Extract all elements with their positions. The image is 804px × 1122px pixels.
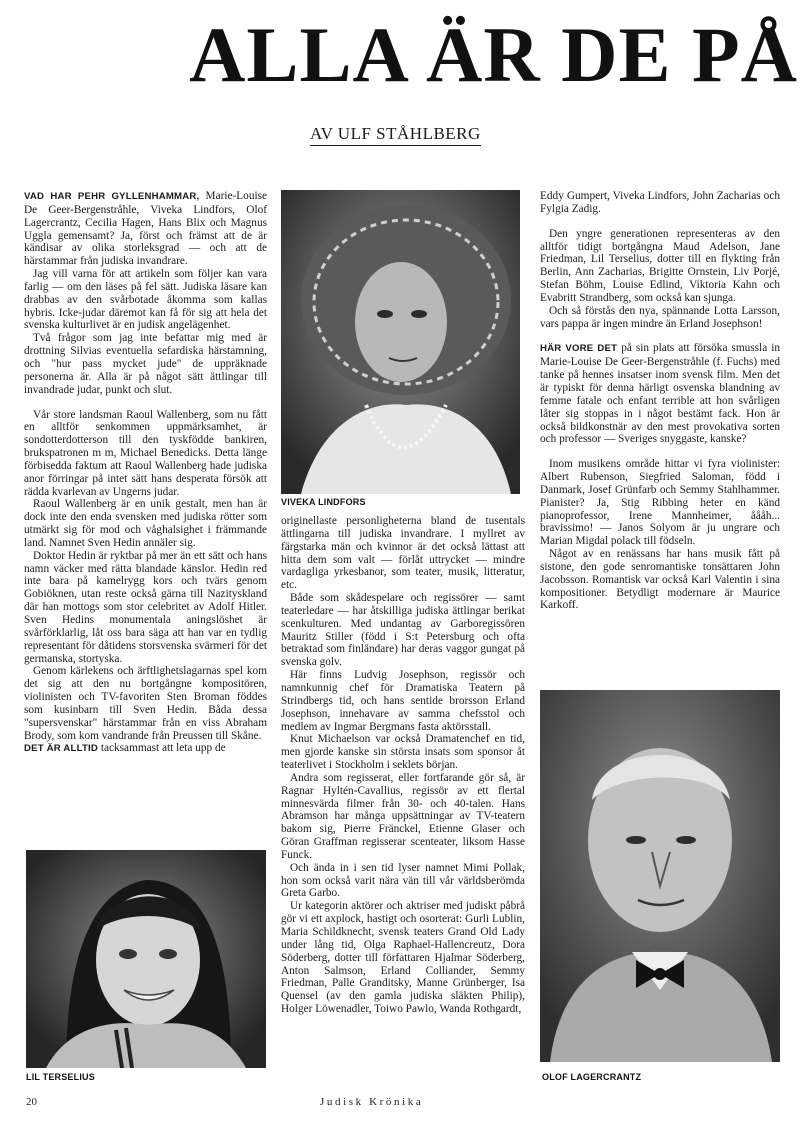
paragraph: Och så förstås den nya, spännande Lotta Larsson, vars pappa är ingen mindre än Erland Josephson!	[540, 304, 780, 330]
photo-viveka-lindfors	[281, 190, 520, 494]
paragraph: HÄR VORE DET på sin plats att försöka smussla in Marie-Louise De Geer-Bergenstråhle (f. Fuchs) med tanke på hennes insatser inom svensk film. Men det är typiskt för denna härligt osvenska blandning av femme fatale och enfant terrible att hon svårligen låter sig stoppas in i något bestämt fack. Hon är också bildkonstnär av den mest provokativa sorten och professor — Sveriges snyggaste, kanske?	[540, 342, 780, 446]
paragraph: Andra som regisserat, eller fortfarande gör så, är Ragnar Hyltén-Cavallius, regissör av ett flertal minnesvärda filmer från 30- och 40-talen. Hans Abramson har många uppsättningar av TV-teatern bakom sig, Pierre Fränckel, Etienne Glaser och Göran Graffman regisserar scenteater, liksom Hasse Funck.	[281, 771, 525, 861]
article-byline: AV ULF STÅHLBERG	[310, 124, 481, 146]
paragraph: Jag vill varna för att artikeln som följer kan vara farlig — om den läses på fel sätt. Judiska läsare kan drabbas av den svårbotade åkomma som kallas hybris. Icke-judar däremot kan få för sig att hela det svenska kulturlivet är en judisk angelägenhet.	[24, 268, 267, 332]
lead-in: DET ÄR ALLTID	[24, 743, 99, 755]
paragraph: Två frågor som jag inte befattar mig med är drottning Silvias eventuella sefardiska härstamning, och "hur pass mycket jude" de uppräknade personerna är. Alla är på något sätt ättlingar till invandrade judar, punkt och slut.	[24, 332, 267, 396]
lead-in: VAD HAR PEHR GYLLENHAMMAR,	[24, 191, 200, 202]
paragraph: Både som skådespelare och regissörer — samt teaterledare — har åtskilliga judiska ättlingar berikat scenkulturen. Med undantag av Garboregissören Mauritz Stiller (född i S:t Petersburg och ofta betraktad som finländare) har deras vaggor gungat på svenska golv.	[281, 592, 525, 669]
paragraph: Genom kärlekens och ärftlighetslagarnas spel kom det sig att den nu bortgångne kompositören, violinisten och TV-favoriten Sten Broman föddes som kusinbarn till Sven Hedin. Båda dessa "supersvenskar" härstammar från en viss Abraham Brody, som kom vandrande från Preussen till Skåne.	[24, 665, 267, 742]
text-column-3	[540, 190, 780, 680]
lead-in: HÄR VORE DET	[540, 343, 618, 355]
text-column-2	[281, 515, 525, 1090]
caption-lil-terselius: LIL TERSELIUS	[26, 1072, 95, 1082]
text-column-1	[24, 190, 267, 848]
paragraph: DET ÄR ALLTID tacksammast att leta upp de	[24, 742, 226, 755]
paragraph: originellaste personligheterna bland de tusentals ättlingarna till judiska invandrare. I myllret av färgstarka män och kvinnor är det också lättast att hitta dem som valt — förlåt uttrycket — mindre vardagliga yrkesbanor, som teater, musik, litteratur, etc.	[281, 515, 525, 592]
paragraph: Knut Michaelson var också Dramatenchef en tid, men gjorde kanske sin största insats som sponsor åt teaterlivet i Stockholm i seklets början.	[281, 733, 525, 772]
caption-olof-lagercrantz: OLOF LAGERCRANTZ	[542, 1072, 642, 1082]
paragraph: Här finns Ludvig Josephson, regissör och namnkunnig chef för Dramatiska Teatern på Strindbergs tid, och hans sentide brorsson Erland Josephson, innehavare av samma chefsstol och medlem av Ingmar Bergmans fasta aktörsstall.	[281, 669, 525, 733]
paragraph: Ur kategorin aktörer och aktriser med judiskt påbrå gör vi ett axplock, hastigt och osorterat: Gurli Lublin, Maria Schildknecht, svensk teaters Grand Old Lady under lång tid, Olga Raphael-Hallencreutz, Dora Söderberg, dotter till författaren Hjalmar Söderberg, Anton Salmson, Erland Colliander, Semmy Friedman, Palle Granditsky, Manne Grünberger, Isa Quensel (av den gamla judiska släkten Philip), Holger Löwenadler, Toiwo Pawlo, Wanda Rothgardt,	[281, 900, 525, 1016]
page-number: 20	[26, 1096, 37, 1108]
portrait-illustration	[26, 850, 266, 1068]
paragraph: VAD HAR PEHR GYLLENHAMMAR, Marie-Louise De Geer-Bergenstråhle, Viveka Lindfors, Olof Lagercrantz, Cecilia Hagen, Hans Blix och Magnus Uggla gemensamt? Ja, först och främst att de är kändisar av olika storleksgrad — och att de härstammar från judiska invandrare.	[24, 190, 267, 268]
paragraph: Inom musikens område hittar vi fyra violinister: Albert Rubenson, Siegfried Saloman, född i Danmark, Josef Grünfarb och Semmy Stahlhammer. Pianister? Ja, Stig Ribbing heter en känd pianoprofessor, Irene Mannheimer, åååh... bravissimo! — Janos Solyom är ju ungrare och Marian Migdal polack till födseln.	[540, 458, 780, 548]
photo-olof-lagercrantz	[540, 690, 780, 1062]
paragraph: Vår store landsman Raoul Wallenberg, som nu fått en alltför senkommen uppmärksamhet, är sondotterdotterson till den tyskfödde bankiren, brukspatronen m m, Michael Benedicks. Detta länge förbisedda faktum att Raoul Wallenberg hade judiska anor förringar på intet sätt hans desperata försök att rädda kvarlevan av Ungerns judar.	[24, 408, 267, 498]
paragraph: Och ända in i sen tid lyser namnet Mimi Pollak, hon som också varit nära vän till vår världsberömda Greta Garbo.	[281, 861, 525, 900]
article-headline: ALLA ÄR DE PÅ	[189, 11, 798, 98]
portrait-illustration	[540, 690, 780, 1062]
paragraph: Eddy Gumpert, Viveka Lindfors, John Zacharias och Fylgia Zadig.	[540, 190, 780, 215]
paragraph: Den yngre generationen representeras av den alltför tidigt bortgångna Maud Adelson, Jane Friedman, Lil Terselius, dotter till en flykting från Berlin, Ann Zacharias, Brigitte Ornstein, Liv Porjé, Stefan Böhm, Louise Edlind, Viktoria Kahn och Evabritt Strandberg, som också kan sjunga.	[540, 227, 780, 304]
paragraph: Doktor Hedin är ryktbar på mer än ett sätt och hans namn väcker med rätta blandade känslor. Hedin red inte bara på kamelrygg kors och tvärs genom Gobiöknen, utan reste också gärna till Nazityskland där han mottogs som stor celebritet av Adolf Hitler. Sven Hedins monumentala aningslöshet är svårförklarlig, låt oss bara säga att han var en tydlig representant för dåtidens storsvenska svärmeri för det germanska, stortyska.	[24, 549, 267, 665]
magazine-name: Judisk Krönika	[320, 1096, 424, 1108]
portrait-illustration	[281, 190, 520, 494]
caption-viveka-lindfors: VIVEKA LINDFORS	[281, 497, 366, 507]
paragraph: Något av en renässans har hans musik fått på sistone, den gode senromantiske tonsättaren John Jacobsson. Romantisk var också Karl Valentin i sina kompositioner. Betydligt modernare är Maurice Karkoff.	[540, 548, 780, 612]
paragraph: Raoul Wallenberg är en unik gestalt, men han är dock inte den enda svensken med judiska rötter som utmärkt sig för mod och våghalsighet i främmande land. Namnet Sven Hedin annäler sig.	[24, 498, 267, 549]
photo-lil-terselius	[26, 850, 266, 1068]
